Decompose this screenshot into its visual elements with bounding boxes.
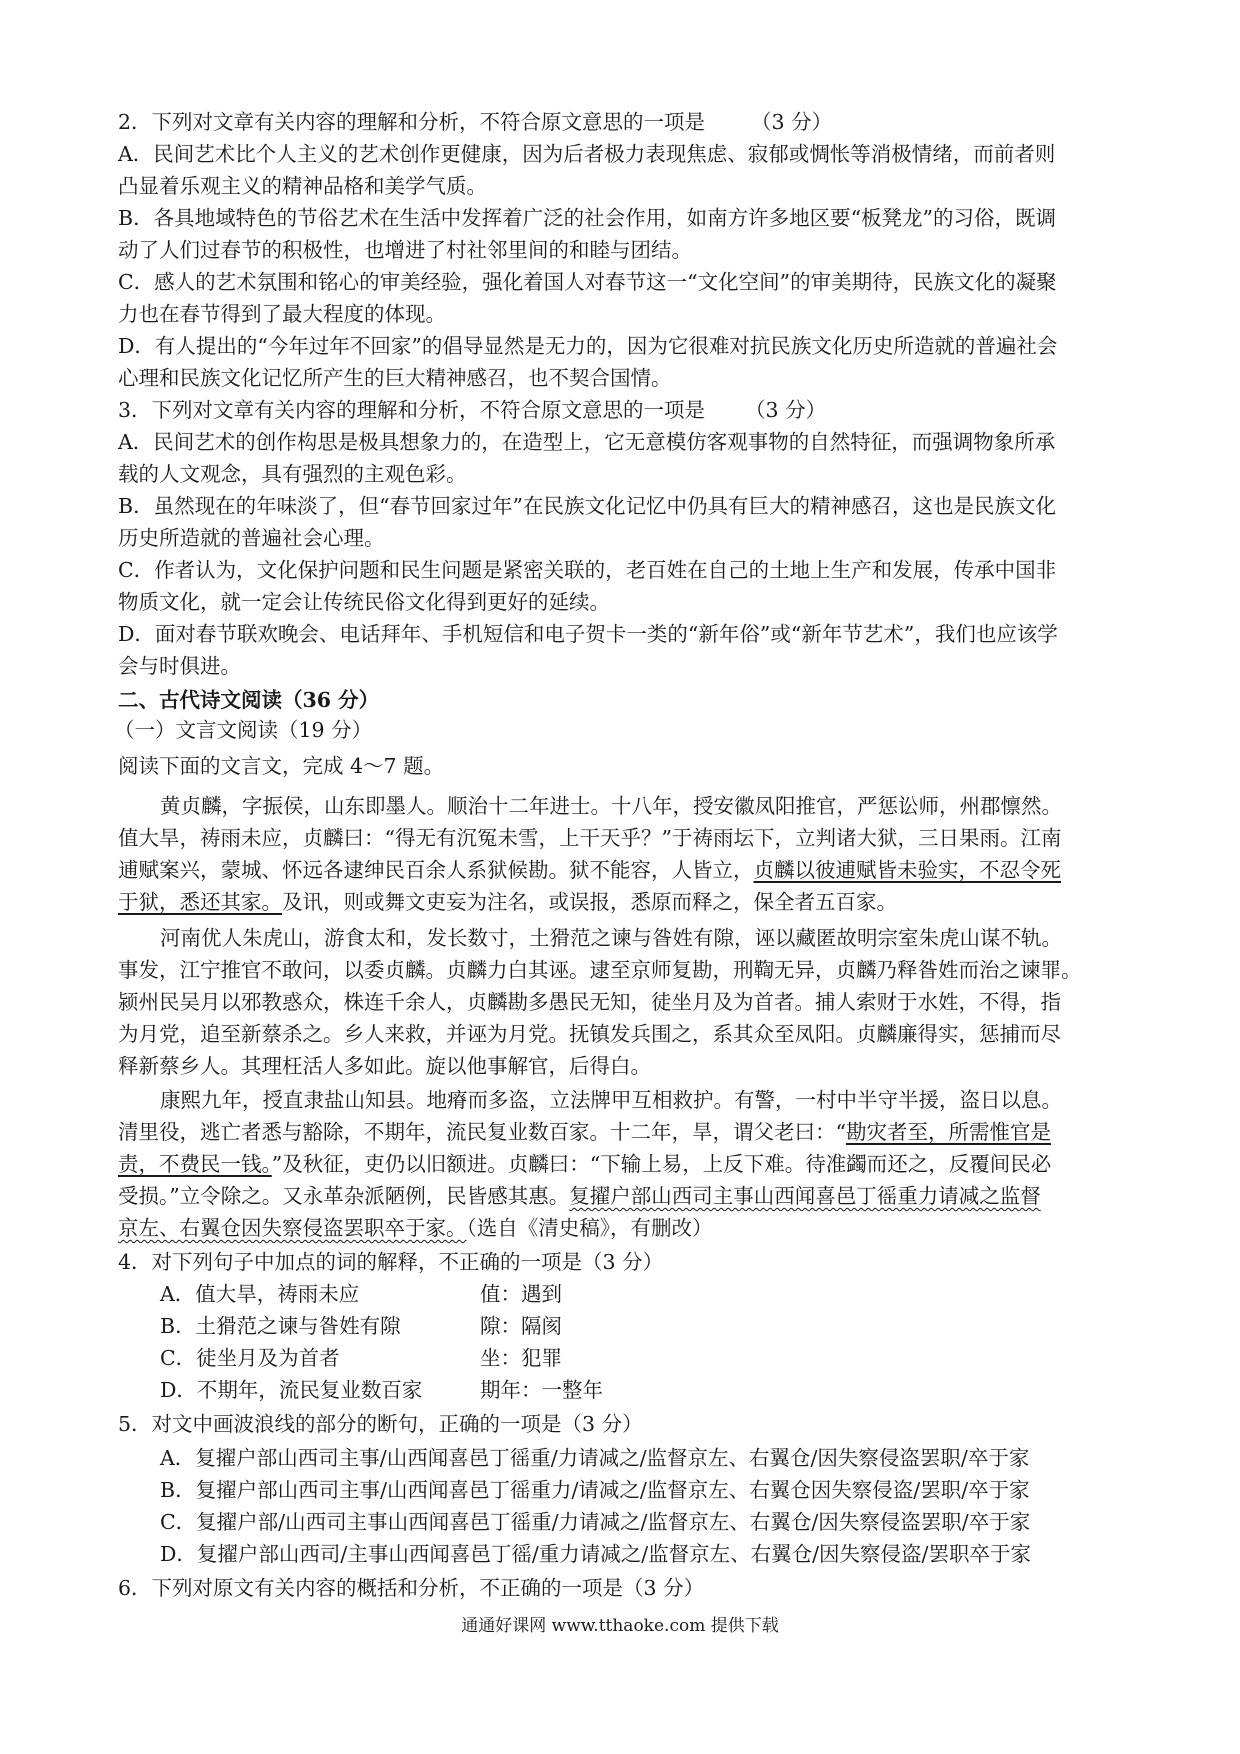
q3-points: （3 分）	[745, 398, 827, 422]
passage-p1-line1: 黄贞麟，字振侯，山东即墨人。顺治十二年进士。十八年，授安徽凤阳推官，严惩讼师，州郡懔然。	[160, 794, 1062, 818]
q2-option-a: A．民间艺术比个人主义的艺术创作更健康，因为后者极力表现焦虑、寂郁或惆怅等消极情绪，而前者则	[118, 142, 1056, 166]
q2-option-d: D．有人提出的“今年过年不回家”的倡导显然是无力的，因为它很难对抗民族文化历史所造就的普遍社会	[118, 334, 1058, 358]
q5-stem: 5．对文中画波浪线的部分的断句，正确的一项是（3 分）	[118, 1412, 643, 1436]
q2-stem: 2．下列对文章有关内容的理解和分析，不符合原文意思的一项是 （3 分）	[118, 110, 833, 134]
passage-p3-line3: 责，不费民一钱。”及秋征，吏仍以旧额进。贞麟曰：“下输上易，上反下难。待准蠲而还之，反覆间民必	[118, 1152, 1052, 1176]
subsection-heading: （一）文言文阅读（19 分）	[114, 718, 373, 742]
underlined-quote: 勘灾者至，所需惟官是	[845, 1120, 1051, 1144]
q3-option-c-cont: 物质文化，就一定会让传统民俗文化得到更好的延续。	[118, 590, 610, 614]
q3-option-a-cont: 载的人文观念，具有强烈的主观色彩。	[118, 462, 467, 486]
q3-option-b-cont: 历史所造就的普遍社会心理。	[118, 526, 385, 550]
q6-stem: 6．下列对原文有关内容的概括和分析，不正确的一项是（3 分）	[118, 1576, 705, 1600]
passage-p2-line3: 颍州民吴月以邪教惑众，株连千余人，贞麟勘多愚民无知，徒坐月及为首者。捕人索财于水姓，不得，指	[118, 990, 1061, 1014]
q2-option-b: B．各具地域特色的节俗艺术在生活中发挥着广泛的社会作用，如南方许多地区要“板凳龙”的习俗，既调	[118, 206, 1057, 230]
section-heading: 二、古代诗文阅读（36 分）	[118, 688, 380, 712]
underlined-sentence: 贞麟以彼逋赋皆未验实，不忍令死	[753, 858, 1061, 882]
q5-option-b: B．复擢户部山西司主事/山西闻喜邑丁徭重力/请减之/监督京左、右翼仓因失察侵盗/罢职/卒于家	[160, 1478, 1030, 1502]
q4-option-d-answer: 期年：一整年	[480, 1378, 603, 1402]
q3-stem: 3．下列对文章有关内容的理解和分析，不符合原文意思的一项是 （3 分）	[118, 398, 827, 422]
passage-p2-line1: 河南优人朱虎山，游食太和，发长数寸，土猾范之谏与昝姓有隙，诬以藏匿故明宗室朱虎山谋不轨。	[160, 926, 1062, 950]
passage-p3-line4: 受损。”立令除之。又永革杂派陋例，民皆感其惠。复擢户部山西司主事山西闻喜邑丁徭重力请减之监督	[118, 1184, 1041, 1208]
passage-p3-line1: 康熙九年，授直隶盐山知县。地瘠而多盗，立法牌甲互相救护。有警，一村中半守半援，盗日以息。	[160, 1088, 1062, 1112]
q2-option-d-cont: 心理和民族文化记忆所产生的巨大精神感召，也不契合国情。	[118, 366, 672, 390]
q4-option-a-answer: 值：遇到	[480, 1282, 562, 1306]
wavy-underlined-text: 复擢户部山西司主事山西闻喜邑丁徭重力请减之监督	[569, 1184, 1041, 1208]
q2-option-c-cont: 力也在春节得到了最大程度的体现。	[118, 302, 446, 326]
q2-option-c: C．感人的艺术氛围和铭心的审美经验，强化着国人对春节这一“文化空间”的审美期待，民族文化的凝聚	[118, 270, 1057, 294]
q3-option-d: D．面对春节联欢晚会、电话拜年、手机短信和电子贺卡一类的“新年俗”或“新年节艺术”，我们也应该学	[118, 622, 1058, 646]
reading-instruction: 阅读下面的文言文，完成 4～7 题。	[118, 754, 445, 778]
passage-p1-line3: 逋赋案兴，蒙城、怀远各逮绅民百余人系狱候勘。狱不能容，人皆立，贞麟以彼逋赋皆未验实，不忍令死	[118, 858, 1061, 882]
q4-option-d: D．不期年，流民复业数百家	[160, 1378, 423, 1402]
q4-stem: 4．对下列句子中加点的词的解释，不正确的一项是（3 分）	[118, 1250, 664, 1274]
underlined-quote-end: 责，不费民一钱。	[118, 1152, 272, 1176]
q2-option-b-cont: 动了人们过春节的积极性，也增进了村社邻里间的和睦与团结。	[118, 238, 692, 262]
q2-option-a-cont: 凸显着乐观主义的精神品格和美学气质。	[118, 174, 487, 198]
q4-option-c: C．徒坐月及为首者	[160, 1346, 340, 1370]
q3-option-c: C．作者认为，文化保护问题和民生问题是紧密关联的，老百姓在自己的土地上生产和发展，传承中国非	[118, 558, 1057, 582]
q4-option-a: A．值大旱，祷雨未应	[160, 1282, 360, 1306]
passage-p1-line2: 值大旱，祷雨未应，贞麟曰：“得无有沉冤未雪，上干天乎？”于祷雨坛下，立判诸大狱，三日果雨。江南	[118, 826, 1062, 850]
wavy-underlined-text-end: 京左、右翼仓因失察侵盗罢职卒于家。	[118, 1216, 467, 1240]
q4-option-b-answer: 隙：隔阂	[480, 1314, 562, 1338]
underlined-sentence-end: 于狱，悉还其家。	[118, 890, 282, 914]
q3-option-a: A．民间艺术的创作构思是极具想象力的，在造型上，它无意模仿客观事物的自然特征，而强调物象所承	[118, 430, 1056, 454]
q3-option-d-cont: 会与时俱进。	[118, 654, 241, 678]
q5-option-d: D．复擢户部山西司/主事山西闻喜邑丁徭/重力请减之/监督京左、右翼仓/因失察侵盗/罢职卒于家	[160, 1542, 1031, 1566]
q3-option-b: B．虽然现在的年味淡了，但“春节回家过年”在民族文化记忆中仍具有巨大的精神感召，这也是民族文化	[118, 494, 1057, 518]
passage-source: （选自《清史稿》，有删改）	[466, 1216, 713, 1240]
passage-p1-line4: 于狱，悉还其家。及讯，则或舞文吏妄为注名，或误报，悉原而释之，保全者五百家。	[118, 890, 897, 914]
q5-option-a: A．复擢户部山西司主事/山西闻喜邑丁徭重/力请减之/监督京左、右翼仓/因失察侵盗罢职/卒于家	[160, 1446, 1030, 1470]
q4-option-c-answer: 坐：犯罪	[480, 1346, 562, 1370]
passage-p2-line5: 释新蔡乡人。其理枉活人多如此。旋以他事解官，后得白。	[118, 1054, 651, 1078]
passage-p2-line4: 为月党，追至新蔡杀之。乡人来救，并诬为月党。抚镇发兵围之，系其众至凤阳。贞麟廉得实，惩捕而尽	[118, 1022, 1061, 1046]
passage-p3-line5	[118, 1212, 1128, 1244]
passage-p3-line2: 清里役，逃亡者悉与豁除，不期年，流民复业数百家。十二年，旱，谓父老曰：“勘灾者至，所需惟官是	[118, 1120, 1051, 1144]
passage-p2-line2: 事发，江宁推官不敢问，以委贞麟。贞麟力白其诬。逮至京师复勘，刑鞫无异，贞麟乃释昝姓而治之谏罪。	[118, 958, 1082, 982]
page-footer: 通通好课网 www.tthaoke.com 提供下载	[461, 1616, 779, 1636]
q4-option-b: B．土猾范之谏与昝姓有隙	[160, 1314, 401, 1338]
q5-option-c: C．复擢户部/山西司主事山西闻喜邑丁徭重/力请减之/监督京左、右翼仓/因失察侵盗罢职/卒于家	[160, 1510, 1031, 1534]
q2-points: （3 分）	[751, 110, 833, 134]
